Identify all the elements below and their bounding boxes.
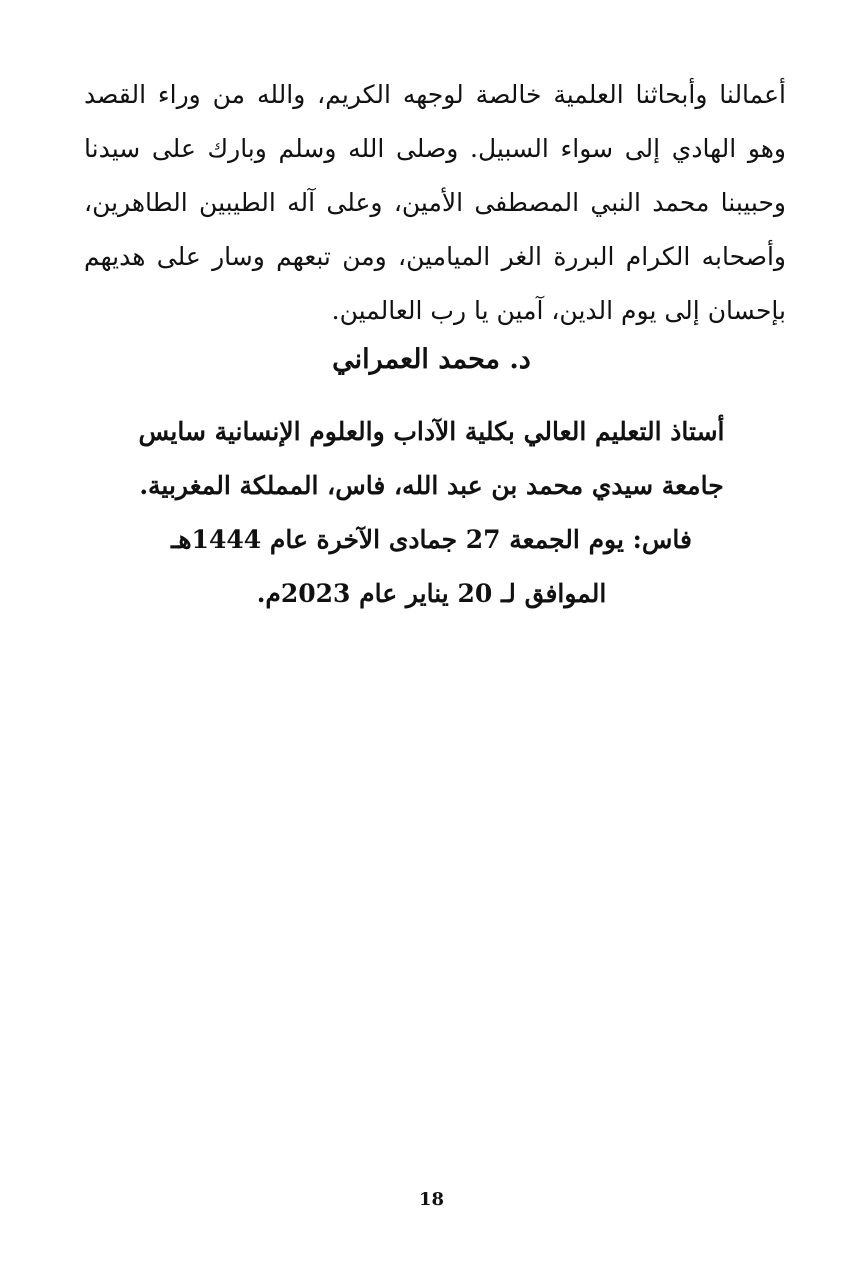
body-paragraph	[84, 68, 786, 338]
affiliation-title-line: أستاذ التعليم العالي بكلية الآداب والعلوم الإنسانية سايس	[138, 417, 725, 446]
paragraph-line: وهو الهادي إلى سواء السبيل. وصلى الله وسلم وبارك على سيدنا	[84, 134, 786, 163]
paragraph-line: أعمالنا وأبحاثنا العلمية خالصة لوجهه الكريم، والله من وراء القصد	[84, 80, 786, 109]
paragraph-line: وأصحابه الكرام البررة الغر الميامين، ومن تبعهم وسار على هديهم	[84, 242, 786, 271]
author-signature: د. محمد العمراني	[332, 344, 531, 375]
affiliation-hijri-date-line: فاس: يوم الجمعة 27 جمادى الآخرة عام 1444هـ	[171, 525, 692, 554]
paragraph-line: بإحسان إلى يوم الدين، آمين يا رب العالمين.	[331, 296, 786, 325]
page-number: 18	[418, 1189, 445, 1210]
affiliation-gregorian-date-line: الموافق لـ 20 يناير عام 2023م.	[256, 579, 607, 608]
affiliation-university-line: جامعة سيدي محمد بن عبد الله، فاس، المملكة المغربية.	[139, 471, 724, 500]
paragraph-line: وحبيبنا محمد النبي المصطفى الأمين، وعلى آله الطيبين الطاهرين،	[84, 188, 786, 217]
author-affiliation	[100, 405, 763, 621]
